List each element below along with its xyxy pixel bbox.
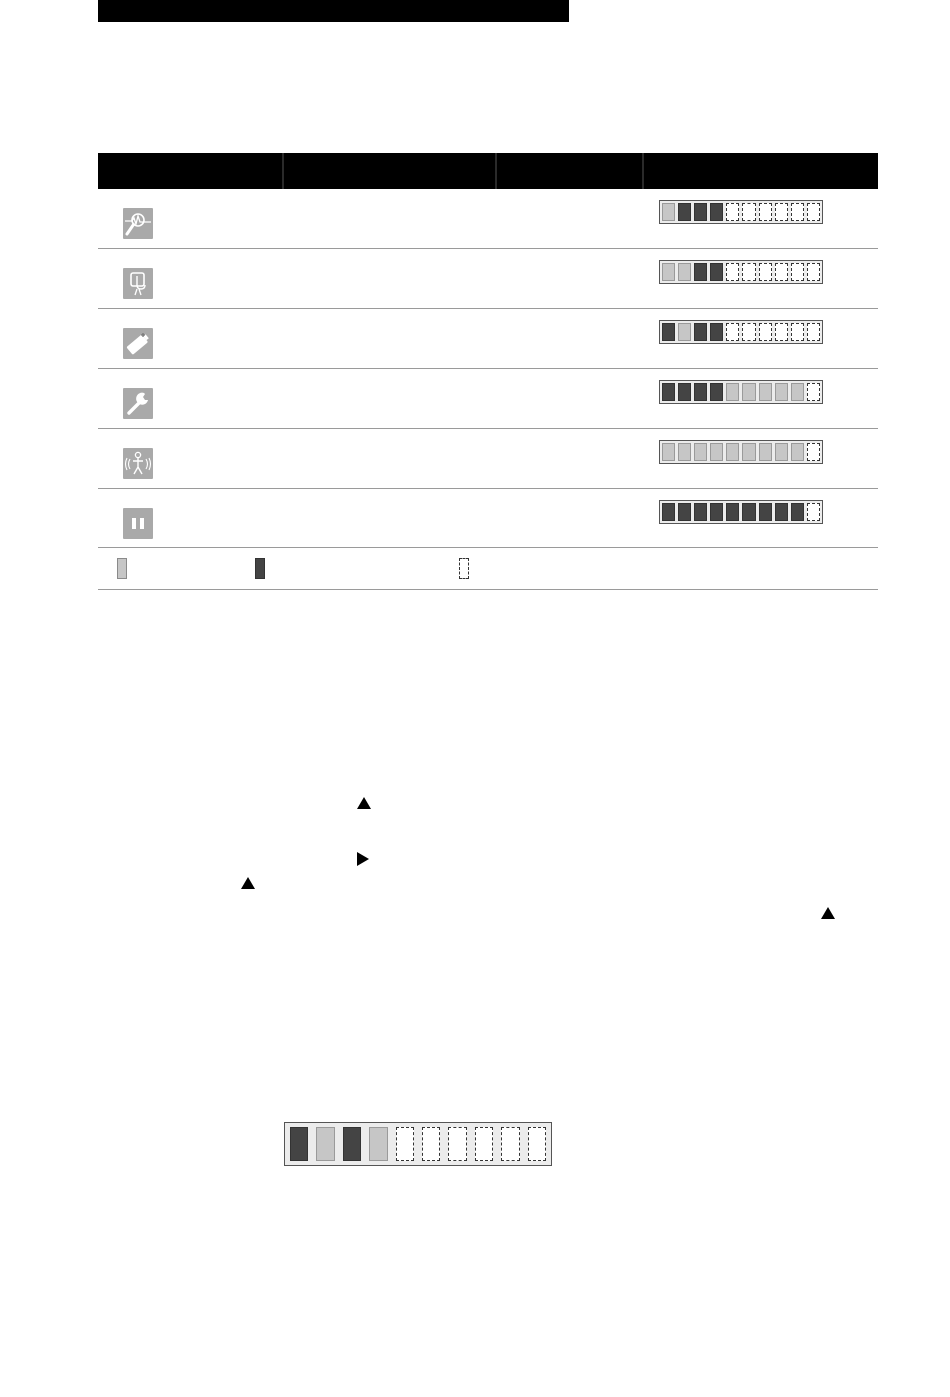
header-divider [495, 153, 497, 189]
meter-segment-empty [742, 263, 755, 281]
meter-segment-light [678, 443, 691, 461]
meter-segment-empty [775, 323, 788, 341]
meter-segment-light [662, 263, 675, 281]
meter-segment-empty [742, 323, 755, 341]
meter-segment-dark [710, 383, 723, 401]
meter-segment-dark [710, 203, 723, 221]
meter-segment-empty [775, 203, 788, 221]
meter-segment-dark [678, 203, 691, 221]
patient-motion-icon [123, 448, 153, 479]
meter-segment-dark [710, 323, 723, 341]
meter-segment-light [316, 1127, 334, 1161]
example-status-meter [284, 1122, 552, 1166]
table-row [98, 369, 878, 429]
legend-swatch-dark [255, 558, 265, 579]
header-divider [282, 153, 284, 189]
meter-segment-empty [726, 263, 739, 281]
meter-segment-dark [694, 383, 707, 401]
battery-icon [123, 328, 153, 359]
meter-segment-light [369, 1127, 387, 1161]
meter-segment-empty [759, 203, 772, 221]
meter-segment-light [678, 323, 691, 341]
meter-segment-light [775, 383, 788, 401]
status-table [98, 153, 878, 590]
legend-swatch-light [117, 558, 127, 579]
meter-segment-dark [694, 503, 707, 521]
meter-segment-light [791, 443, 804, 461]
meter-segment-empty [791, 323, 804, 341]
meter-segment-dark [759, 503, 772, 521]
meter-segment-empty [775, 263, 788, 281]
meter-segment-dark [710, 263, 723, 281]
meter-segment-dark [678, 383, 691, 401]
meter-segment-empty [791, 203, 804, 221]
meter-segment-dark [742, 503, 755, 521]
legend-swatch-empty [459, 558, 469, 579]
meter-segment-dark [290, 1127, 308, 1161]
status-meter [659, 260, 823, 284]
pause-icon [123, 508, 153, 539]
meter-segment-empty [807, 263, 820, 281]
meter-segment-empty [791, 263, 804, 281]
meter-segment-light [726, 443, 739, 461]
meter-segment-empty [396, 1127, 414, 1161]
table-row [98, 489, 878, 548]
electrode-pad-icon [123, 268, 153, 299]
meter-segment-light [662, 203, 675, 221]
meter-segment-empty [742, 203, 755, 221]
meter-segment-light [662, 443, 675, 461]
header-divider [642, 153, 644, 189]
meter-segment-dark [694, 323, 707, 341]
ecg-magnifier-icon [123, 208, 153, 239]
meter-segment-empty [475, 1127, 493, 1161]
triangle-up-icon [357, 797, 371, 809]
meter-segment-light [791, 383, 804, 401]
meter-segment-dark [726, 503, 739, 521]
meter-segment-dark [343, 1127, 361, 1161]
meter-segment-dark [678, 503, 691, 521]
meter-segment-empty [807, 203, 820, 221]
meter-segment-dark [694, 263, 707, 281]
wrench-icon [123, 388, 153, 419]
meter-segment-empty [807, 503, 820, 521]
meter-segment-light [742, 443, 755, 461]
status-meter [659, 500, 823, 524]
meter-segment-light [759, 443, 772, 461]
top-title-bar [98, 0, 569, 22]
meter-segment-dark [662, 323, 675, 341]
meter-segment-empty [422, 1127, 440, 1161]
meter-segment-light [710, 443, 723, 461]
status-meter [659, 320, 823, 344]
table-header [98, 153, 878, 189]
meter-segment-empty [726, 323, 739, 341]
meter-segment-dark [710, 503, 723, 521]
meter-segment-dark [694, 203, 707, 221]
meter-segment-dark [662, 503, 675, 521]
meter-segment-empty [807, 443, 820, 461]
status-meter [659, 380, 823, 404]
status-meter [659, 440, 823, 464]
meter-segment-light [726, 383, 739, 401]
meter-segment-light [678, 263, 691, 281]
meter-segment-empty [528, 1127, 546, 1161]
meter-segment-light [694, 443, 707, 461]
status-meter [659, 200, 823, 224]
meter-segment-empty [759, 263, 772, 281]
table-row [98, 189, 878, 249]
triangle-up-icon [821, 907, 835, 919]
meter-segment-empty [726, 203, 739, 221]
meter-segment-light [775, 443, 788, 461]
meter-segment-light [742, 383, 755, 401]
triangle-up-icon [241, 877, 255, 889]
legend-row [98, 548, 878, 590]
meter-segment-dark [662, 383, 675, 401]
table-row [98, 309, 878, 369]
meter-segment-empty [759, 323, 772, 341]
meter-segment-light [759, 383, 772, 401]
meter-segment-dark [791, 503, 804, 521]
meter-segment-empty [807, 383, 820, 401]
table-row [98, 249, 878, 309]
triangle-right-icon [357, 852, 369, 866]
meter-segment-empty [448, 1127, 466, 1161]
meter-segment-empty [501, 1127, 519, 1161]
meter-segment-empty [807, 323, 820, 341]
meter-segment-dark [775, 503, 788, 521]
table-row [98, 429, 878, 489]
